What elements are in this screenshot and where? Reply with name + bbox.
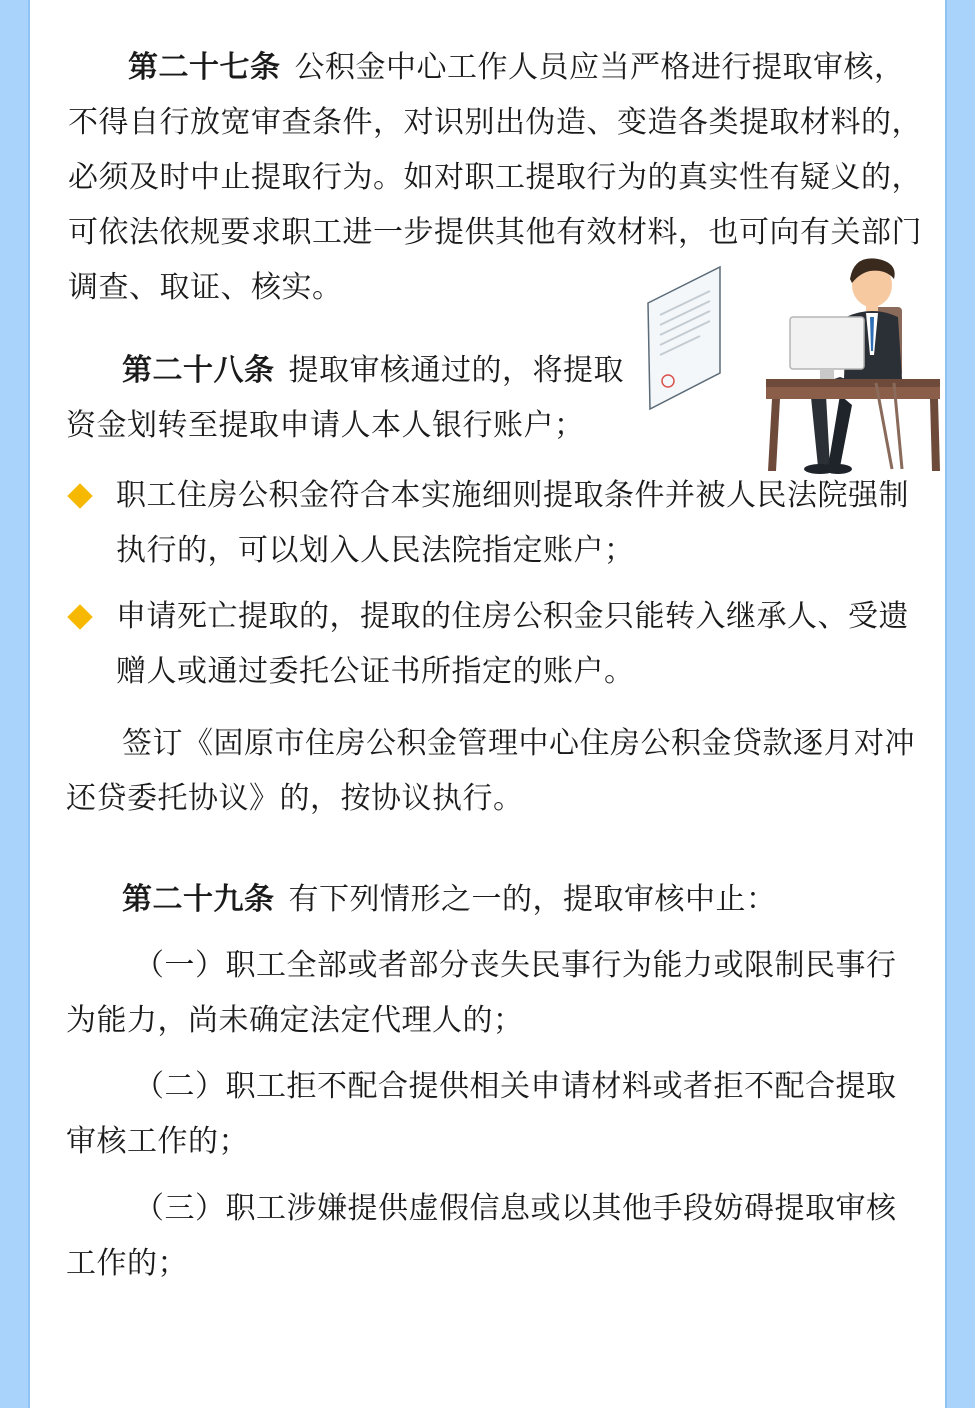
article-29-lead: 第二十九条	[122, 882, 275, 917]
article-29	[66, 872, 916, 927]
article-29-item-2: （二）职工拒不配合提供相关申请材料或者拒不配合提取审核工作的；	[66, 1069, 897, 1159]
article-29-text: 有下列情形之一的，提取审核中止：	[288, 882, 777, 917]
article-28	[66, 343, 626, 453]
article-29-item-3: （三）职工涉嫌提供虚假信息或以其他手段妨碍提取审核工作的；	[66, 1191, 897, 1281]
article-28-bullet-1: 职工住房公积金符合本实施细则提取条件并被人民法院强制执行的，可以划入人民法院指定账户；	[116, 478, 909, 568]
document-page	[30, 0, 945, 1408]
article-27-lead: 第二十七条	[128, 50, 281, 85]
office-worker-illustration	[640, 255, 940, 477]
computer-monitor-icon	[790, 317, 864, 379]
article-29-item-1: （一）职工全部或者部分丧失民事行为能力或限制民事行为能力，尚未确定法定代理人的；	[66, 948, 897, 1038]
article-27-text: 公积金中心工作人员应当严格进行提取审核，不得自行放宽审查条件，对识别出伪造、变造各类提取材料的，必须及时中止提取行为。如对职工提取行为的真实性有疑义的，可依法依规要求职工进一步提供其他有效材料，也可向有关部门调查、取证、核实。	[68, 50, 922, 305]
bullet-diamond-icon	[67, 483, 92, 508]
bullet-diamond-icon	[67, 604, 92, 629]
contract-document-icon	[648, 267, 720, 409]
article-28-text: 提取审核通过的，将提取资金划转至提取申请人本人银行账户；	[66, 353, 624, 443]
article-28-lead: 第二十八条	[122, 353, 275, 388]
desk-icon	[766, 379, 940, 471]
article-28-note: 签订《固原市住房公积金管理中心住房公积金贷款逐月对冲还贷委托协议》的，按协议执行。	[66, 726, 915, 816]
article-28-bullet-2: 申请死亡提取的，提取的住房公积金只能转入继承人、受遗赠人或通过委托公证书所指定的账户。	[116, 599, 909, 689]
